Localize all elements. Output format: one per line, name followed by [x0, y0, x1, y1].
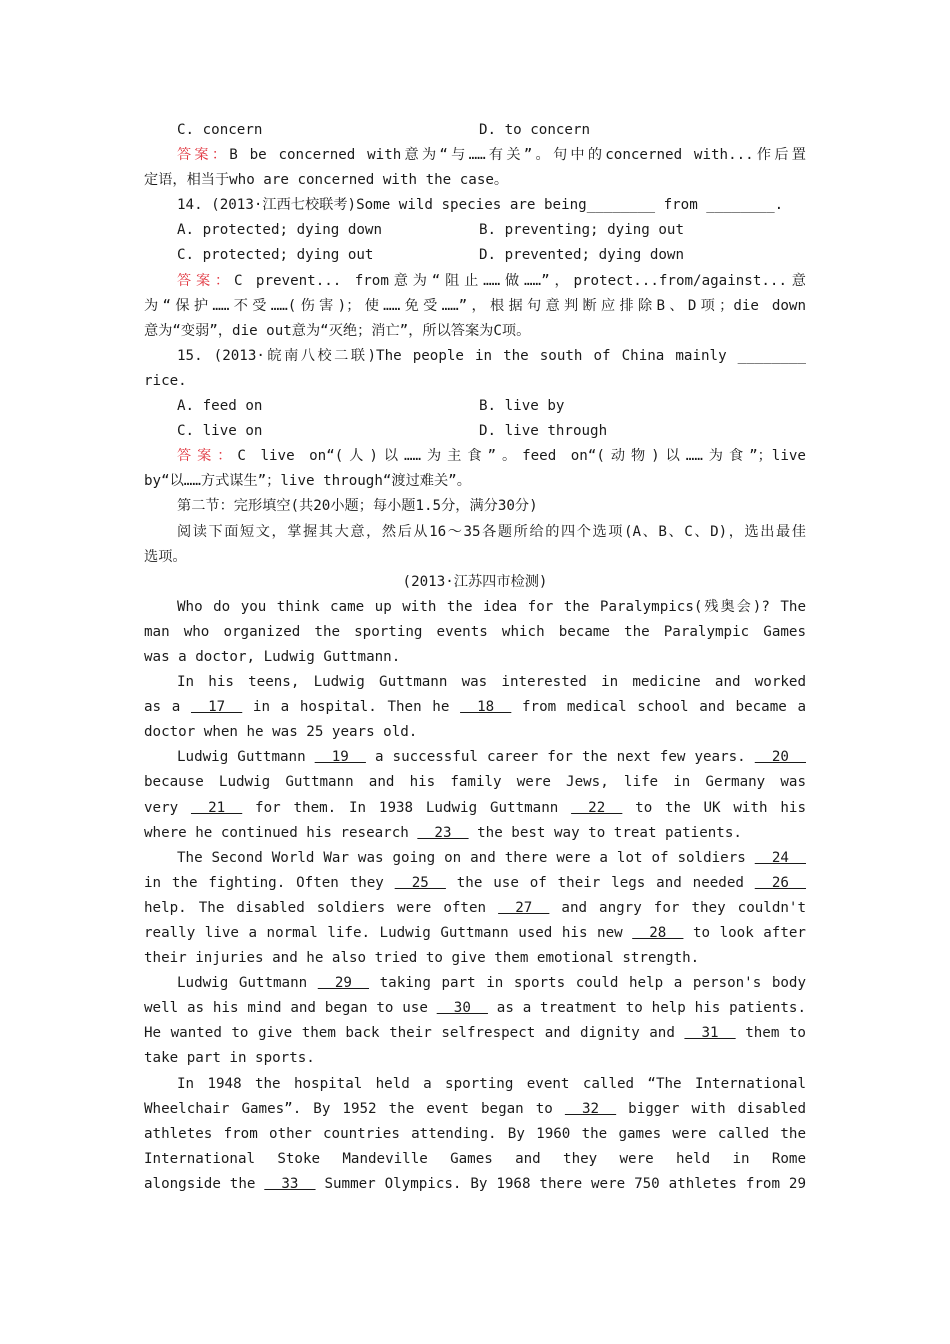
line-text: to look after [683, 925, 806, 941]
text-line [144, 294, 806, 319]
line-text: was a doctor, Ludwig Guttmann. [144, 648, 401, 665]
cloze-blank: 21 [190, 799, 243, 816]
answer-text: C prevent... from意为“阻止……做……”，protect...from/against...意 [234, 272, 806, 289]
answer-text: C live on“(人)以……为主食”。feed on“(动物)以……为食”；live [237, 448, 806, 465]
line-text: rice. [144, 372, 187, 389]
option-row [144, 218, 806, 243]
line-text: In 1948 the hospital held a sporting event called “The International [177, 1075, 806, 1092]
text-line [144, 1147, 806, 1172]
line-text: athletes from other countries attending. By 1960 the games were called the [144, 1125, 806, 1142]
answer-label: 答案： [177, 147, 230, 164]
source-text: (2013·江苏四市检测) [402, 573, 548, 590]
line-text: because Ludwig Guttmann and his family were Jews, life in Germany was [144, 774, 806, 791]
line-text: very [144, 799, 191, 816]
line-text: 14. (2013·江西七校联考)Some wild species are being________ from ________. [177, 197, 784, 214]
cloze-blank: 19 [314, 749, 366, 766]
option-left: A. protected; dying down [177, 222, 382, 239]
option-right: D. to concern [479, 122, 591, 138]
line-text: International Stoke Mandeville Games and they were held in Rome [144, 1150, 806, 1167]
line-text: the best way to treat patients. [468, 824, 742, 841]
question-line [144, 193, 806, 218]
question-line [144, 1072, 806, 1097]
line-text: by“以……方式谋生”；live through“渡过难关”。 [144, 473, 471, 490]
passage-line [144, 871, 806, 896]
passage-line [144, 971, 806, 996]
cloze-blank: 31 [684, 1025, 736, 1042]
line-text: really live a normal life. Ludwig Guttmann used his new [144, 925, 633, 941]
line-text: man who organized the sporting events which became the Paralympic Games [144, 623, 806, 640]
line-text: as a [144, 699, 191, 716]
cloze-blank: 17 [190, 699, 243, 716]
line-text: in a hospital. Then he [242, 699, 461, 716]
passage-line [144, 846, 806, 871]
option-right: B. live by [479, 398, 565, 415]
line-text: He wanted to give them back their selfrespect and dignity and [144, 1025, 685, 1042]
question-line [144, 595, 806, 620]
line-text: Who do you think came up with the idea for the Paralympics(残奥会)? The [177, 598, 806, 615]
text-line [144, 469, 806, 494]
cloze-blank: 18 [460, 699, 512, 716]
text-line [144, 720, 806, 745]
line-text: to the UK with his [635, 799, 806, 816]
line-text: 15. (2013·皖南八校二联)The people in the south of China mainly ________ [177, 347, 806, 364]
document-page [144, 118, 806, 1197]
line-text: 阅读下面短文，掌握其大意，然后从16～35各题所给的四个选项(A、B、C、D)，选出最佳 [177, 523, 806, 540]
line-text: Wheelchair Games”. By 1952 the event began to [144, 1100, 565, 1117]
line-text: 定语，相当于who are concerned with the case。 [144, 172, 509, 189]
line-text: take part in sports. [144, 1050, 315, 1067]
text-line [144, 319, 806, 344]
passage-line [144, 620, 806, 645]
text-line [144, 1122, 806, 1147]
passage-line [144, 1021, 806, 1046]
option-row [144, 118, 806, 143]
line-text: 意为“变弱”，die out意为“灭绝；消亡”，所以答案为C项。 [144, 322, 531, 339]
line-text: taking part in sports could help a person's body [379, 975, 806, 992]
answer-label: 答案： [177, 448, 238, 465]
text-line [144, 168, 806, 193]
cloze-blank: 23 [417, 824, 469, 841]
line-text: 选项。 [144, 548, 187, 565]
cloze-blank: 28 [632, 925, 684, 941]
passage-line [144, 896, 806, 921]
line-text: The Second World War was going on and there were a lot of soldiers [177, 849, 755, 866]
line-text: them to [735, 1025, 806, 1042]
line-text: well as his mind and began to use [144, 1000, 437, 1017]
line-text: where he continued his research [144, 824, 418, 841]
cloze-blank: 24 [754, 849, 806, 866]
passage-line [144, 745, 806, 770]
option-row [144, 243, 806, 268]
line-text: Ludwig Guttmann [177, 749, 315, 766]
line-text: the use of their legs and needed [445, 874, 755, 891]
option-left: C. concern [177, 122, 263, 138]
answer-label: 答案： [177, 272, 235, 289]
line-text: a successful career for the next few years. [365, 749, 755, 766]
option-right: D. live through [479, 423, 608, 440]
option-right: B. preventing; dying out [479, 222, 684, 239]
option-row [144, 394, 806, 419]
passage-line [144, 921, 806, 946]
cloze-blank: 20 [754, 749, 806, 766]
line-text: their injuries and he also tried to give them emotional strength. [144, 950, 700, 967]
question-line [144, 344, 806, 369]
line-text: In his teens, Ludwig Guttmann was interested in medicine and worked [177, 674, 806, 691]
answer-line [144, 444, 806, 469]
passage-line [144, 1097, 806, 1122]
line-text: in the fighting. Often they [144, 874, 395, 891]
line-text: bigger with disabled [616, 1100, 806, 1117]
passage-line [144, 996, 806, 1021]
answer-text: B be concerned with意为“与……有关”。句中的concerned with...作后置 [229, 147, 806, 164]
question-line [144, 670, 806, 695]
cloze-blank: 22 [571, 799, 623, 816]
text-line [144, 1046, 806, 1071]
passage-line [144, 821, 806, 846]
passage-line [144, 1172, 806, 1197]
text-line [144, 770, 806, 795]
cloze-blank: 25 [394, 874, 446, 891]
text-line [144, 369, 806, 394]
option-row [144, 419, 806, 444]
question-line [144, 520, 806, 545]
heading-text: 第二节：完形填空(共20小题；每小题1.5分，满分30分) [177, 498, 538, 515]
passage-source [144, 570, 806, 595]
cloze-blank: 30 [436, 1000, 488, 1017]
cloze-blank: 26 [754, 874, 806, 891]
passage-line [144, 695, 806, 720]
line-text: alongside the [144, 1175, 265, 1192]
option-left: C. protected; dying out [177, 247, 374, 264]
text-line [144, 946, 806, 971]
line-text: Ludwig Guttmann [177, 975, 318, 992]
cloze-blank: 33 [264, 1175, 316, 1192]
cloze-blank: 27 [498, 899, 550, 916]
line-text: 为“保护……不受……(伤害)；使……免受……”，根据句意判断应排除B、D项；die down [144, 297, 806, 314]
answer-line [144, 143, 806, 168]
option-left: C. live on [177, 423, 263, 440]
section-heading [144, 494, 806, 519]
option-right: D. prevented; dying down [479, 247, 684, 264]
cloze-blank: 32 [564, 1100, 617, 1117]
line-text: help. The disabled soldiers were often [144, 899, 499, 916]
line-text: Summer Olympics. By 1968 there were 750 athletes from 29 [315, 1175, 806, 1192]
line-text: as a treatment to help his patients. [487, 1000, 806, 1017]
cloze-blank: 29 [317, 975, 370, 992]
passage-line [144, 796, 806, 821]
answer-line [144, 269, 806, 294]
line-text: doctor when he was 25 years old. [144, 724, 418, 741]
text-line [144, 545, 806, 570]
line-text: from medical school and became a [511, 699, 806, 716]
line-text: for them. In 1938 Ludwig Guttmann [242, 799, 572, 816]
text-line [144, 645, 806, 670]
line-text: and angry for they couldn't [549, 899, 806, 916]
option-left: A. feed on [177, 398, 263, 415]
